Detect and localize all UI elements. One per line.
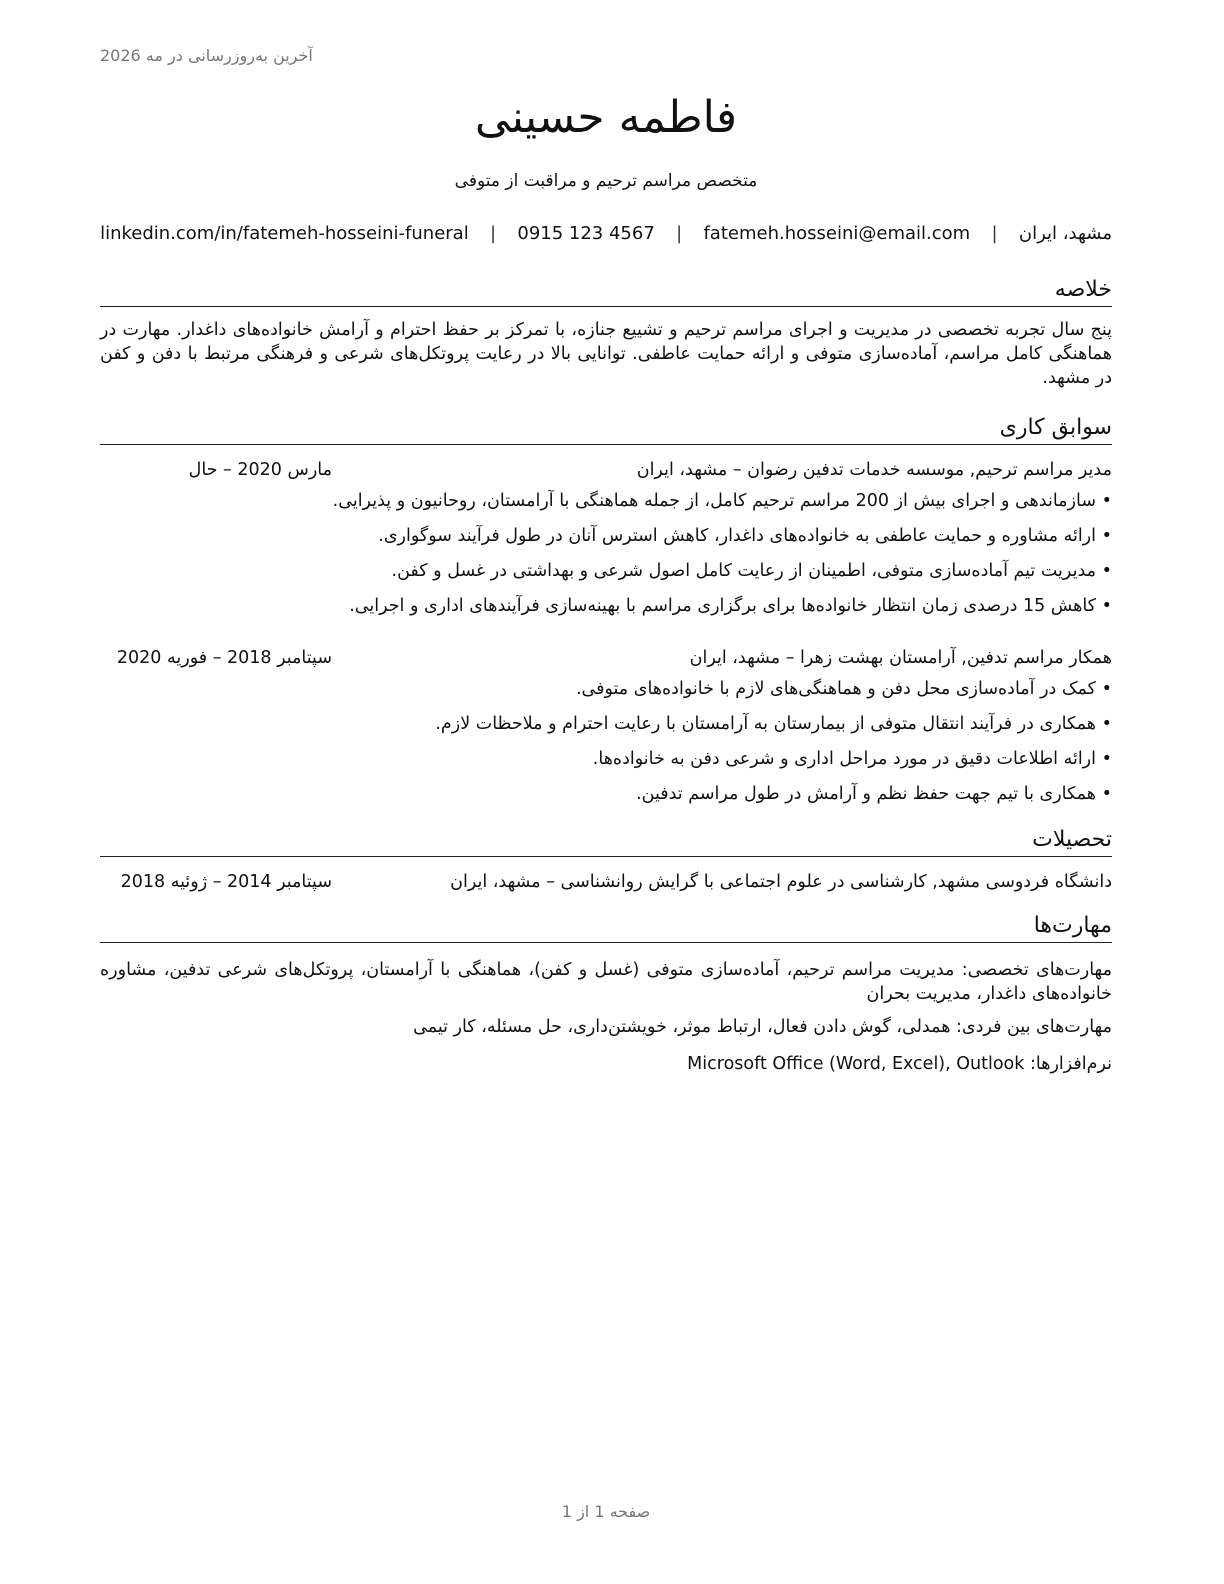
job-entry-header — [100, 460, 1112, 484]
bullet-text: سازماندهی و اجرای بیش از 200 مراسم ترحیم کامل، از جمله هماهنگی با آرامستان، روحانیون و پذیرایی. — [332, 491, 1096, 511]
contact-line — [100, 223, 1112, 244]
job-title: مدیر مراسم ترحیم, موسسه خدمات تدفین رضوان – مشهد، ایران — [636, 460, 1112, 480]
list-item — [100, 782, 1112, 817]
job-bullets — [100, 489, 1112, 629]
job-dates: مارس 2020 – حال — [188, 460, 332, 480]
bullet-text: مدیریت تیم آماده‌سازی متوفی، اطمینان از رعایت کامل اصول شرعی و بهداشتی در غسل و کفن. — [391, 561, 1096, 581]
resume-page — [100, 0, 1112, 1584]
bullet-text: کمک در آماده‌سازی محل دفن و هماهنگی‌های لازم با خانواده‌های متوفی. — [575, 679, 1096, 699]
skills-block — [100, 958, 1112, 1076]
bullet-text: کاهش 15 درصدی زمان انتظار خانواده‌ها برای برگزاری مراسم با بهینه‌سازی فرآیندهای اداری و اجرایی. — [349, 596, 1096, 616]
contact-email[interactable]: fatemeh.hosseini@email.com — [703, 223, 971, 244]
skills-professional: مهارت‌های تخصصی: مدیریت مراسم ترحیم، آماده‌سازی متوفی (غسل و کفن)، هماهنگی با آرامستان، پروتکل‌های شرعی تدفین، مشاوره خانواده‌های داغدار، مدیریت بحران — [100, 960, 1112, 1004]
bullet-icon: • — [1101, 561, 1112, 581]
bullet-icon: • — [1101, 714, 1112, 734]
candidate-tagline: متخصص مراسم ترحیم و مراقبت از متوفی — [454, 171, 758, 191]
list-item — [100, 747, 1112, 782]
education-entry — [100, 872, 1112, 896]
bullet-text: همکاری در فرآیند انتقال متوفی از بیمارستان به آرامستان با رعایت احترام و ملاحظات لازم. — [435, 714, 1096, 734]
skills-software-label: نرم‌افزارها: — [1029, 1054, 1112, 1074]
list-item — [100, 677, 1112, 712]
list-item — [100, 489, 1112, 524]
contact-linkedin[interactable]: linkedin.com/in/fatemeh-hosseini-funeral — [100, 223, 469, 244]
job-bullets — [100, 677, 1112, 817]
education-heading: تحصیلات — [100, 826, 1112, 857]
bullet-text: همکاری با تیم جهت حفظ نظم و آرامش در طول مراسم تدفین. — [636, 784, 1096, 804]
contact-location: مشهد، ایران — [1018, 223, 1112, 244]
last-updated-note: آخرین به‌روزرسانی در مه 2026 — [100, 46, 313, 65]
skills-software-value: Microsoft Office (Word, Excel), Outlook — [687, 1054, 1025, 1074]
skills-interpersonal: مهارت‌های بین فردی: همدلی، گوش دادن فعال، ارتباط موثر، خویشتن‌داری، حل مسئله، کار تیمی — [413, 1017, 1112, 1037]
bullet-icon: • — [1101, 784, 1112, 804]
summary-text: پنج سال تجربه تخصصی در مدیریت و اجرای مراسم ترحیم و تشییع جنازه، با تمرکز بر حفظ احترام و آرامش خانواده‌های داغدار. مهارت در هماهنگی کامل مراسم، آماده‌سازی متوفی و ارائه حمایت عاطفی. توانایی بالا در رعایت پروتکل‌های شرعی و فرهنگی مرتبط با دفن و کفن در مشهد. — [100, 320, 1112, 388]
bullet-text: ارائه اطلاعات دقیق در مورد مراحل اداری و شرعی دفن به خانواده‌ها. — [592, 749, 1096, 769]
job-dates: سپتامبر 2018 – فوریه 2020 — [116, 648, 332, 668]
bullet-text: ارائه مشاوره و حمایت عاطفی به خانواده‌های داغدار، کاهش استرس آنان در طول فرآیند سوگواری. — [378, 526, 1096, 546]
bullet-icon: • — [1101, 749, 1112, 769]
list-item — [100, 712, 1112, 747]
experience-heading: سوابق کاری — [100, 414, 1112, 445]
list-item — [100, 524, 1112, 559]
bullet-icon: • — [1101, 491, 1112, 511]
contact-phone[interactable]: 0915 123 4567 — [517, 223, 655, 244]
bullet-icon: • — [1101, 596, 1112, 616]
list-item — [100, 594, 1112, 629]
contact-separator: | — [991, 223, 998, 244]
skills-software — [100, 1052, 1112, 1076]
job-entry-header — [100, 648, 1112, 672]
contact-separator: | — [490, 223, 497, 244]
bullet-icon: • — [1101, 526, 1112, 546]
contact-separator: | — [676, 223, 683, 244]
education-dates: سپتامبر 2014 – ژوئیه 2018 — [120, 872, 332, 892]
page-number: صفحه 1 از 1 — [561, 1502, 651, 1521]
bullet-icon: • — [1101, 679, 1112, 699]
skills-heading: مهارت‌ها — [100, 912, 1112, 943]
list-item — [100, 559, 1112, 594]
summary-heading: خلاصه — [100, 276, 1112, 307]
education-title: دانشگاه فردوسی مشهد, کارشناسی در علوم اجتماعی با گرایش روانشناسی – مشهد، ایران — [450, 872, 1112, 892]
candidate-name: فاطمه حسینی — [474, 92, 738, 143]
job-title: همکار مراسم تدفین, آرامستان بهشت زهرا – مشهد، ایران — [689, 648, 1112, 668]
